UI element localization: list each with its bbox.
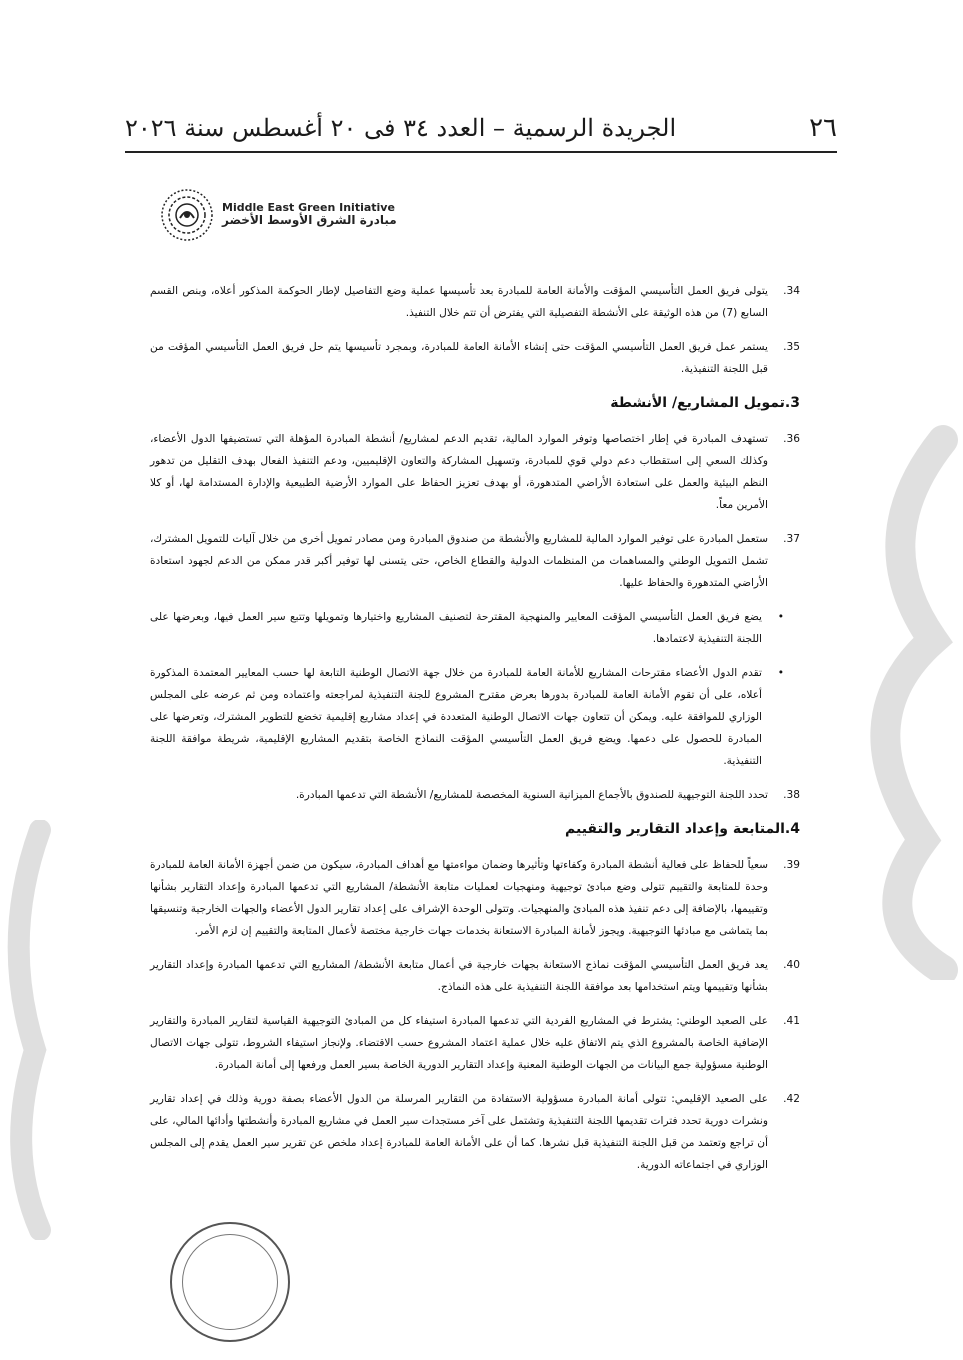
paragraph-text: تستهدف المبادرة في إطار اختصاصها وتوفر الموارد المالية، تقديم الدعم لمشاريع/ أنشطة المبادرة المؤهلة التي تستضيفها الدول الأعضاء، وكذلك السعي إلى استقطاب دعم دولي قوي للمبادرة، وتسهيل المشاركة والتعاون الإقليميين، ودعم التنفيذ الفعال بهدف التقليل من تدهور النظم البيئية والعمل على استعادة الأراضي المتدهورة، أو بهدف تعزيز الحفاظ على الموارد الأرضية الطبيعية والإدارة المستدامة لها، أو كلا الأمرين معاً.: [150, 433, 768, 511]
paragraph-number: 42.: [783, 1093, 800, 1105]
paragraph-41: [150, 1010, 800, 1076]
logo-arabic-text: مبادرة الشرق الأوسط الأخضر: [222, 213, 397, 228]
paragraph-text: على الصعيد الوطني: يشترط في المشاريع الفردية التي تدعمها المبادرة استيفاء كل من المبادئ التوجيهية القياسية لتقارير المبادرة والتقارير الإضافية الخاصة بالمشروع الذي يتم الاتفاق عليه خلال عملية اعتماد المشروع حسب الاقتضاء. ولإنجاز استيفاء الشروط، تتولى جهات الاتصال الوطنية مسؤولية جمع البيانات من الجهات الوطنية المعنية وإعداد التقارير الدورية الخاصة بسير العمل ورفعها إلى أمانة المبادرة.: [150, 1015, 768, 1071]
paragraph-34: [150, 280, 800, 324]
paragraph-number: 36.: [783, 433, 800, 445]
paragraph-text: يتولى فريق العمل التأسيسي المؤقت والأمانة العامة للمبادرة بعد تأسيسها عملية وضع التفاصيل لإطار الحوكمة المذكور أعلاه، وبنص القسم السابع (7) من هذه الوثيقة على الأنشطة التفصيلية التي يفترض أن تتم خلال التنفيذ.: [150, 285, 768, 319]
paragraph-text: على الصعيد الإقليمي: تتولى أمانة المبادرة مسؤولية الاستفادة من التقارير المرسلة من الدول الأعضاء بصفة دورية وذلك في إعداد تقارير ونشرات دورية تحدد فترات تقديمها اللجنة التنفيذية وتشتمل على آخر مستجدات سير العمل في مشاريع المبادرة وأنشطتها وأدائها المالي، على أن تراجع وتعتمد من قبل اللجنة التنفيذية قبل نشرها. كما أن على الأمانة العامة للمبادرة إعداد ملخص عن تقرير سير العمل يقدم إلى المجلس الوزاري في اجتماعاته الدورية.: [150, 1093, 768, 1171]
section-heading-monitoring: 4.المتابعة وإعداد التقارير والتقييم: [565, 821, 800, 837]
stamp-inner-ring: [182, 1234, 278, 1330]
bullet-item: [150, 662, 800, 772]
paragraph-36: [150, 428, 800, 516]
document-body: [150, 280, 800, 1188]
paragraph-text: تحدد اللجنة التوجيهية للصندوق بالأجماع الميزانية السنوية المخصصة للمشاريع/ الأنشطة التي تدعمها المبادرة.: [295, 789, 768, 801]
paragraph-42: [150, 1088, 800, 1176]
paragraph-37: [150, 528, 800, 594]
bullet-text: تقدم الدول الأعضاء مقترحات المشاريع للأمانة العامة للمبادرة من خلال جهة الاتصال الوطنية التابعة لها حسب المعايير المعتمدة المذكورة أعلاه، على أن تقوم الأمانة العامة للمبادرة بدورها بعرض مقترح المشروع للجنة التنفيذية لمراجعته واعتماده ومن ثم عرضه على المجلس الوزاري للموافقة عليه. ويمكن أن تتعاون جهات الاتصال الوطنية المتعددة في إعداد مشاريع إقليمية تخضع للتطوير المشترك، وتعرضها على المبادرة للحصول على دعمها. ويضع فريق العمل التأسيسي المؤقت النماذج الخاصة بتقديم المشاريع الإقليمية، شريطة موافقة اللجنة التنفيذية.: [150, 667, 762, 767]
header-divider: [125, 151, 837, 153]
paragraph-text: ستعمل المبادرة على توفير الموارد المالية للمشاريع والأنشطة من صندوق المبادرة ومن مصادر تمويل أخرى من خلال آليات للتمويل المشترك، تشمل التمويل الوطني والمساهمات من المنظمات الدولية والقطاع الخاص، حتى يتسنى لها توفير أكبر قدر ممكن من الدعم لجهود استعادة الأراضي المتدهورة والحفاظ عليها.: [150, 533, 768, 589]
paragraph-number: 37.: [783, 533, 800, 545]
bullet-marker: •: [777, 667, 784, 679]
paragraph-number: 34.: [783, 285, 800, 297]
paragraph-text: يستمر عمل فريق العمل التأسيسي المؤقت حتى إنشاء الأمانة العامة للمبادرة، وبمجرد تأسيسها يتم حل فريق العمل التأسيسي المؤقت من قبل اللجنة التنفيذية.: [150, 341, 768, 375]
paragraph-40: [150, 954, 800, 998]
bullet-text: يضع فريق العمل التأسيسي المؤقت المعايير والمنهجية المقترحة لتصنيف المشاريع واختيارها وتمويلها وتتبع سير العمل فيها، وبعرضها على اللجنة التنفيذية لاعتمادها.: [150, 611, 762, 645]
paragraph-number: 41.: [783, 1015, 800, 1027]
paragraph-number: 38.: [783, 789, 800, 801]
paragraph-35: [150, 336, 800, 380]
initiative-logo: [160, 188, 397, 242]
paragraph-39: [150, 854, 800, 942]
paragraph-text: يعد فريق العمل التأسيسي المؤقت نماذج الاستعانة بجهات خارجية في أعمال متابعة الأنشطة/ المشاريع التي تدعمها المبادرة وإعداد التقارير بشأنها وتقييمها ويتم استخدامها بعد موافقة اللجنة التنفيذية على هذه النماذج.: [150, 959, 768, 993]
page-number: ٢٦: [809, 113, 837, 143]
bullet-marker: •: [777, 611, 784, 623]
green-initiative-emblem-icon: [160, 188, 214, 242]
page-header: [125, 108, 837, 148]
official-stamp: [170, 1222, 290, 1342]
paragraph-text: سعياً للحفاظ على فعالية أنشطة المبادرة وكفاءتها وتأثيرها وضمان مواءمتها مع أهداف المبادرة، سيكون من ضمن أجهزة الأمانة العامة للمبادرة وحدة للمتابعة والتقييم تتولى وضع مبادئ توجيهية ومنهجيات لعمليات متابعة الأنشطة/ المشاريع التي تدعمها المبادرة وإعداد التقارير بشأنها وتقييمها، بالإضافة إلى دعم تنفيذ هذه المبادئ والمنهجيات. وتتولى الوحدة الإشراف على إعداد تقارير الدول الأعضاء والجهات الخارجية وتنسيقها بما يتماشى مع مبادئها التوجيهية. ويجوز لأمانة المبادرة الاستعانة بخدمات جهات خارجية مختصة لأعمال المتابعة والتقييم إن لزم الأمر.: [150, 859, 768, 937]
paragraph-38: [150, 784, 800, 806]
paragraph-number: 39.: [783, 859, 800, 871]
paragraph-number: 40.: [783, 959, 800, 971]
header-title: الجريدة الرسمية – العدد ٣٤ فى ٢٠ أغسطس سنة ٢٠٢٦: [125, 114, 677, 142]
section-heading-funding: 3.تمويل المشاريع/ الأنشطة: [610, 395, 800, 411]
watermark-graphic: [803, 420, 963, 980]
watermark-graphic: [0, 820, 70, 1240]
bullet-item: [150, 606, 800, 650]
paragraph-number: 35.: [783, 341, 800, 353]
logo-english-text: Middle East Green Initiative: [222, 200, 395, 214]
